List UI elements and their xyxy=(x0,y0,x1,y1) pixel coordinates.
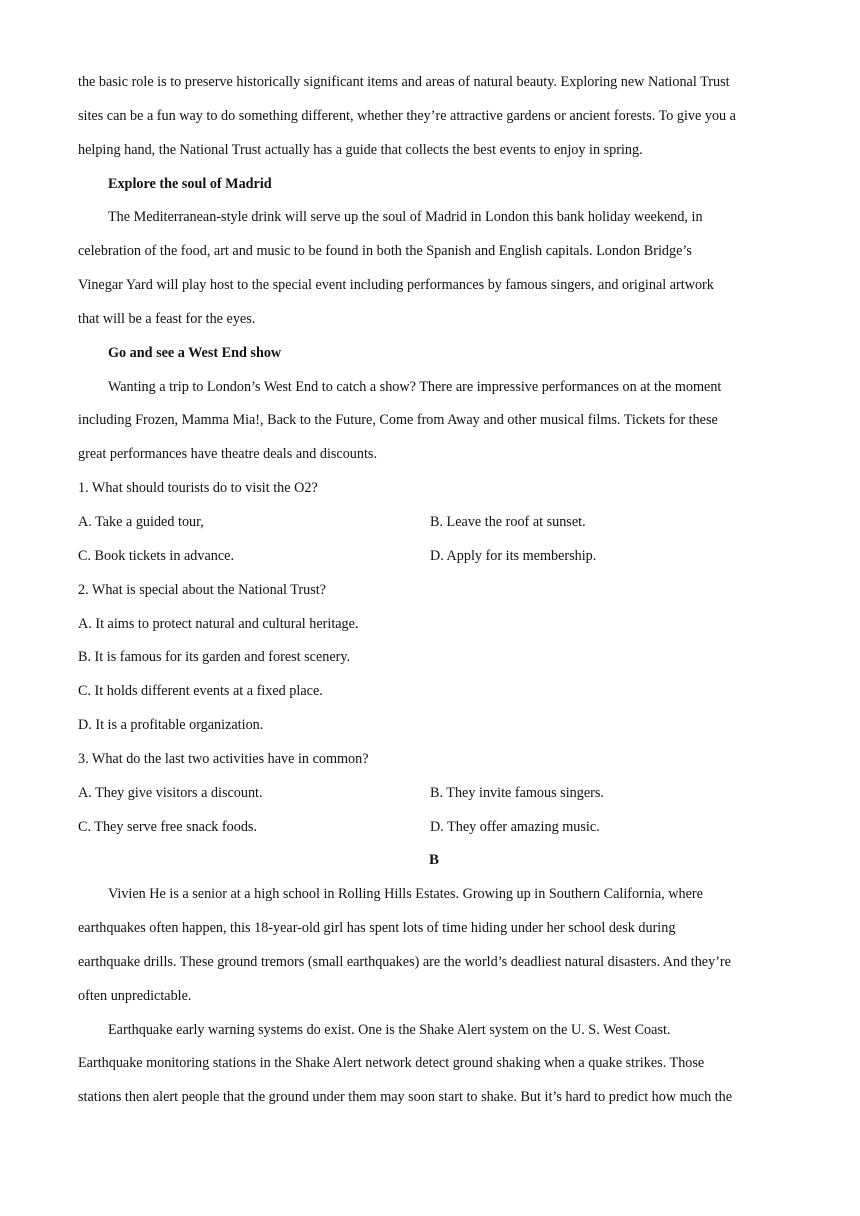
option-c: C. They serve free snack foods. xyxy=(78,818,257,835)
paragraph-west-end xyxy=(78,371,790,473)
text-line: The Mediterranean-style drink will serve up the soul of Madrid in London this bank holiday weekend, in xyxy=(108,209,703,226)
paragraph-vivien xyxy=(78,878,790,1013)
paragraph-shake-alert xyxy=(78,1014,790,1116)
text-line: sites can be a fun way to do something different, whether they’re attractive gardens or ancient forests. To give you a xyxy=(78,107,736,124)
text-line: Earthquake monitoring stations in the Shake Alert network detect ground shaking when a quake strikes. Those xyxy=(78,1055,705,1072)
heading-west-end: Go and see a West End show xyxy=(108,344,282,361)
text-line: Vivien He is a senior at a high school in Rolling Hills Estates. Growing up in Southern California, where xyxy=(108,886,703,903)
document-page xyxy=(78,66,790,1115)
text-line: celebration of the food, art and music to be found in both the Spanish and English capitals. London Bridge’s xyxy=(78,243,692,260)
text-line: Vinegar Yard will play host to the special event including performances by famous singers, and original artwork xyxy=(78,277,714,294)
question-1 xyxy=(78,472,790,574)
option-c: C. It holds different events at a fixed place. xyxy=(78,683,323,700)
option-c: C. Book tickets in advance. xyxy=(78,547,235,564)
heading-madrid: Explore the soul of Madrid xyxy=(108,175,272,192)
text-line: including Frozen, Mamma Mia!, Back to the Future, Come from Away and other musical films. Tickets for these xyxy=(78,412,718,429)
text-line: often unpredictable. xyxy=(78,987,192,1004)
text-line: the basic role is to preserve historically significant items and areas of natural beauty. Exploring new National Trust xyxy=(78,74,730,90)
option-b: B. Leave the roof at sunset. xyxy=(430,513,586,530)
text-line: earthquake drills. These ground tremors (small earthquakes) are the world’s deadliest natural disasters. And they’re xyxy=(78,953,731,970)
paragraph-national-trust xyxy=(78,66,790,168)
text-line: great performances have theatre deals and discounts. xyxy=(78,446,377,463)
text-line: Wanting a trip to London’s West End to catch a show? There are impressive performances on at the moment xyxy=(108,378,722,395)
text-line: Earthquake early warning systems do exist. One is the Shake Alert system on the U. S. West Coast. xyxy=(108,1021,671,1038)
option-a: A. They give visitors a discount. xyxy=(78,784,263,801)
question-2 xyxy=(78,574,790,743)
text-line: that will be a feast for the eyes. xyxy=(78,310,256,327)
option-d: D. They offer amazing music. xyxy=(430,818,600,835)
text-line: earthquakes often happen, this 18-year-old girl has spent lots of time hiding under her school desk during xyxy=(78,920,676,937)
option-b: B. They invite famous singers. xyxy=(430,784,604,801)
paragraph-madrid xyxy=(78,201,790,336)
option-a: A. Take a guided tour, xyxy=(78,513,204,530)
section-heading-b: B xyxy=(428,852,439,869)
option-b: B. It is famous for its garden and forest scenery. xyxy=(78,649,351,666)
option-a: A. It aims to protect natural and cultural heritage. xyxy=(78,615,359,632)
question-text: 3. What do the last two activities have in common? xyxy=(78,750,369,767)
question-text: 2. What is special about the National Trust? xyxy=(78,581,326,598)
option-d: D. Apply for its membership. xyxy=(430,547,597,564)
question-text: 1. What should tourists do to visit the O2? xyxy=(78,480,318,497)
option-d: D. It is a profitable organization. xyxy=(78,717,264,734)
question-3 xyxy=(78,743,790,845)
text-line: stations then alert people that the ground under them may soon start to shake. But it’s hard to predict how much the xyxy=(78,1089,733,1106)
text-line: helping hand, the National Trust actually has a guide that collects the best events to enjoy in spring. xyxy=(78,141,643,158)
